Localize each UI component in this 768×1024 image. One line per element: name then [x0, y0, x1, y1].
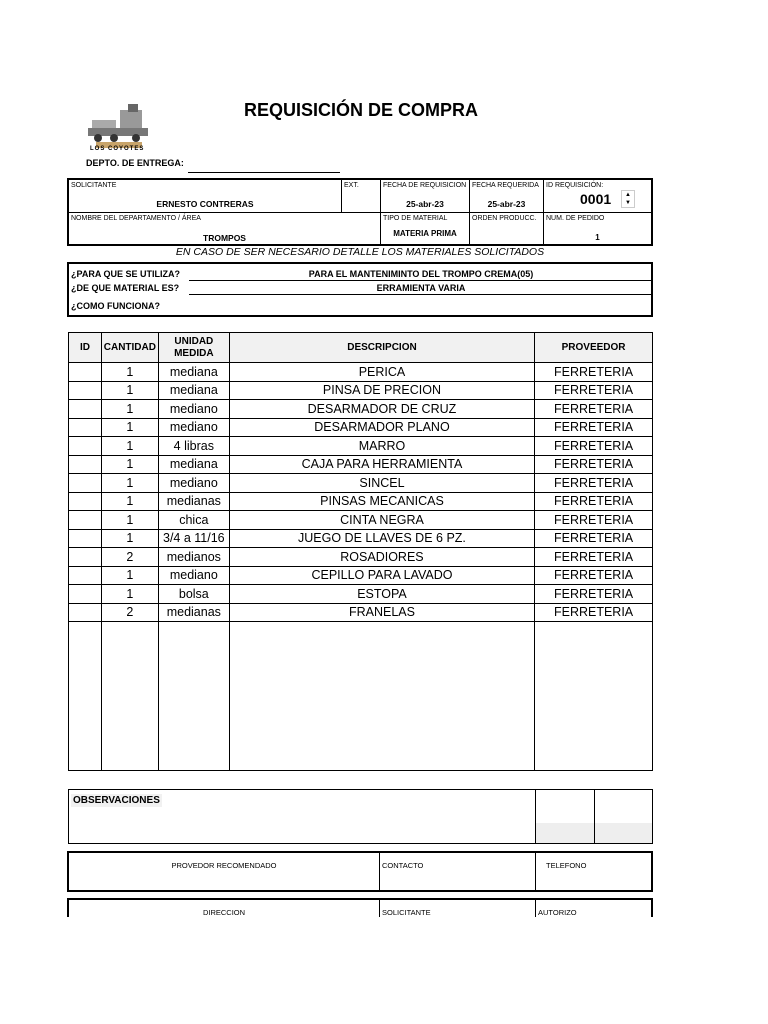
cell-unidad[interactable]: medianos — [158, 548, 229, 567]
cell-id[interactable] — [69, 511, 102, 530]
cell-id[interactable] — [69, 363, 102, 382]
cell-proveedor[interactable]: FERRETERIA — [535, 492, 653, 511]
cell-cantidad[interactable]: 1 — [101, 437, 158, 456]
id-requisicion-cell[interactable] — [544, 180, 651, 213]
spinner-down-icon[interactable]: ▼ — [625, 200, 631, 206]
provider-box — [67, 851, 653, 892]
question-material-label: ¿DE QUE MATERIAL ES? — [71, 283, 180, 293]
table-row[interactable] — [69, 455, 653, 474]
cell-cantidad[interactable]: 1 — [101, 363, 158, 382]
id-spinner[interactable] — [621, 190, 635, 208]
table-row[interactable] — [69, 603, 653, 622]
cell-cantidad[interactable]: 1 — [101, 492, 158, 511]
cell-proveedor[interactable]: FERRETERIA — [535, 548, 653, 567]
cell-descripcion[interactable]: DESARMADOR PLANO — [229, 418, 534, 437]
solicitante-value: ERNESTO CONTRERAS — [156, 199, 254, 209]
autorizo-label: AUTORIZO — [538, 908, 577, 917]
cell-descripcion[interactable]: CINTA NEGRA — [229, 511, 534, 530]
tipo-material-cell[interactable] — [381, 213, 470, 244]
depto-entrega-field[interactable] — [188, 172, 340, 173]
cell-proveedor[interactable]: FERRETERIA — [535, 363, 653, 382]
cell-unidad[interactable]: mediana — [158, 455, 229, 474]
cell-cantidad[interactable]: 1 — [101, 511, 158, 530]
contacto-label: CONTACTO — [382, 861, 424, 870]
page-title: REQUISICIÓN DE COMPRA — [243, 100, 479, 120]
header-proveedor: PROVEEDOR — [535, 333, 653, 363]
orden-produccion-cell[interactable] — [470, 213, 544, 244]
cell-proveedor[interactable]: FERRETERIA — [535, 603, 653, 622]
departamento-cell[interactable] — [69, 213, 381, 244]
cell-proveedor[interactable]: FERRETERIA — [535, 474, 653, 493]
cell-id[interactable] — [69, 474, 102, 493]
fecha-requerida-label: FECHA REQUERIDA — [472, 182, 539, 189]
cell-unidad[interactable]: mediano — [158, 418, 229, 437]
cell-descripcion[interactable]: CAJA PARA HERRAMIENTA — [229, 455, 534, 474]
cell-id[interactable] — [69, 566, 102, 585]
items-table — [68, 332, 653, 771]
requisition-info — [67, 178, 653, 246]
cell-unidad[interactable]: chica — [158, 511, 229, 530]
question-material-answer: ERRAMIENTA VARIA — [376, 283, 466, 293]
spinner-up-icon[interactable]: ▲ — [625, 192, 631, 198]
cell-id[interactable] — [69, 455, 102, 474]
question-uso-label: ¿PARA QUE SE UTILIZA? — [71, 269, 180, 279]
id-requisicion-value: 0001 — [580, 191, 612, 207]
fecha-requisicion-value: 25-abr-23 — [406, 199, 444, 209]
cell-descripcion[interactable]: ESTOPA — [229, 585, 534, 604]
cell-id[interactable] — [69, 437, 102, 456]
cell-descripcion[interactable]: ROSADIORES — [229, 548, 534, 567]
direccion-label: DIRECCION — [202, 908, 246, 917]
observaciones-extra-cell[interactable] — [594, 790, 652, 843]
question-uso-answer: PARA EL MANTENIMINTO DEL TROMPO CREMA(05) — [308, 269, 534, 279]
questions-box — [67, 262, 653, 317]
ext-cell[interactable] — [342, 180, 381, 213]
cell-descripcion[interactable]: JUEGO DE LLAVES DE 6 PZ. — [229, 529, 534, 548]
cell-id[interactable] — [69, 585, 102, 604]
cell-unidad[interactable]: mediana — [158, 363, 229, 382]
cell-descripcion[interactable]: PINSA DE PRECION — [229, 381, 534, 400]
table-row[interactable] — [69, 566, 653, 585]
observaciones-box[interactable] — [68, 789, 653, 844]
contacto-cell[interactable] — [380, 853, 536, 890]
answer-line — [189, 294, 653, 295]
depto-entrega-label: DEPTO. DE ENTREGA: — [86, 158, 184, 168]
cell-unidad[interactable]: mediana — [158, 381, 229, 400]
cell-id[interactable] — [69, 418, 102, 437]
cell-id[interactable] — [69, 529, 102, 548]
num-pedido-cell[interactable] — [544, 213, 651, 244]
id-requisicion-label: ID REQUISICIÓN: — [546, 182, 604, 189]
cell-unidad[interactable]: mediano — [158, 474, 229, 493]
solicitante-signature-label: SOLICITANTE — [382, 908, 431, 917]
empty-cell[interactable] — [535, 622, 653, 771]
header-descripcion: DESCRIPCION — [229, 333, 534, 363]
question-funciona-label: ¿COMO FUNCIONA? — [71, 301, 160, 311]
page-margin — [0, 917, 768, 1024]
header-id: ID — [69, 333, 102, 363]
solicitante-cell[interactable] — [69, 180, 342, 213]
cell-proveedor[interactable]: FERRETERIA — [535, 585, 653, 604]
table-row[interactable] — [69, 418, 653, 437]
fecha-requerida-cell[interactable] — [470, 180, 544, 213]
solicitante-label: SOLICITANTE — [71, 182, 117, 189]
cell-unidad[interactable]: mediano — [158, 566, 229, 585]
cell-proveedor[interactable]: FERRETERIA — [535, 437, 653, 456]
cell-cantidad[interactable]: 1 — [101, 529, 158, 548]
table-row[interactable] — [69, 381, 653, 400]
empty-cell[interactable] — [229, 622, 534, 771]
header-cantidad: CANTIDAD — [101, 333, 158, 363]
table-row[interactable] — [69, 400, 653, 419]
tipo-material-label: TIPO DE MATERIAL — [383, 215, 448, 222]
departamento-label: NOMBRE DEL DEPARTAMENTO / ÁREA — [71, 215, 201, 222]
table-row[interactable] — [69, 363, 653, 382]
cell-descripcion[interactable]: PERICA — [229, 363, 534, 382]
cell-id[interactable] — [69, 603, 102, 622]
cell-unidad[interactable]: bolsa — [158, 585, 229, 604]
proveedor-label: PROVEDOR RECOMENDADO — [171, 861, 277, 870]
proveedor-cell[interactable] — [69, 853, 380, 890]
cell-unidad[interactable]: 4 libras — [158, 437, 229, 456]
table-row[interactable] — [69, 511, 653, 530]
num-pedido-label: NUM. DE PEDIDO — [546, 215, 605, 222]
cell-descripcion[interactable]: DESARMADOR DE CRUZ — [229, 400, 534, 419]
cell-cantidad[interactable]: 1 — [101, 455, 158, 474]
fecha-requerida-value: 25-abr-23 — [487, 199, 526, 209]
header-unidad: UNIDAD MEDIDA — [158, 333, 229, 363]
cell-unidad[interactable]: medianas — [158, 603, 229, 622]
cell-proveedor[interactable]: FERRETERIA — [535, 381, 653, 400]
table-header-row — [69, 333, 653, 363]
table-row[interactable] — [69, 437, 653, 456]
cell-cantidad[interactable]: 1 — [101, 585, 158, 604]
num-pedido-value: 1 — [595, 233, 600, 242]
table-row[interactable] — [69, 529, 653, 548]
telefono-label: TELEFONO — [546, 861, 587, 870]
departamento-value: TROMPOS — [203, 233, 246, 243]
cell-unidad[interactable]: 3/4 a 11/16 — [158, 529, 229, 548]
cell-proveedor[interactable]: FERRETERIA — [535, 529, 653, 548]
cell-proveedor[interactable]: FERRETERIA — [535, 418, 653, 437]
cell-id[interactable] — [69, 381, 102, 400]
cell-id[interactable] — [69, 548, 102, 567]
table-row[interactable] — [69, 474, 653, 493]
empty-cell[interactable] — [158, 622, 229, 771]
logo-text: LOS COYOTES — [90, 146, 145, 152]
empty-cell[interactable] — [101, 622, 158, 771]
fecha-requisicion-cell[interactable] — [381, 180, 470, 213]
cell-descripcion[interactable]: PINSAS MECANICAS — [229, 492, 534, 511]
empty-cell[interactable] — [69, 622, 102, 771]
fecha-requisicion-label: FECHA DE REQUISICION — [383, 182, 467, 189]
empty-rows-area[interactable] — [69, 622, 653, 771]
cell-cantidad[interactable]: 1 — [101, 474, 158, 493]
cell-unidad[interactable]: mediano — [158, 400, 229, 419]
ext-label: EXT. — [344, 182, 359, 189]
cell-descripcion[interactable]: CEPILLO PARA LAVADO — [229, 566, 534, 585]
cell-proveedor[interactable]: FERRETERIA — [535, 400, 653, 419]
cell-proveedor[interactable]: FERRETERIA — [535, 455, 653, 474]
cell-cantidad[interactable]: 1 — [101, 566, 158, 585]
cell-descripcion[interactable]: FRANELAS — [229, 603, 534, 622]
cell-descripcion[interactable]: MARRO — [229, 437, 534, 456]
cell-proveedor[interactable]: FERRETERIA — [535, 566, 653, 585]
instruction-note: EN CASO DE SER NECESARIO DETALLE LOS MATERIALES SOLICITADOS — [175, 246, 545, 258]
cell-cantidad[interactable]: 1 — [101, 400, 158, 419]
cell-unidad[interactable]: medianas — [158, 492, 229, 511]
answer-line — [189, 280, 653, 281]
cell-cantidad[interactable]: 1 — [101, 418, 158, 437]
tipo-material-value: MATERIA PRIMA — [393, 229, 457, 238]
cell-id[interactable] — [69, 492, 102, 511]
orden-produccion-label: ORDEN PRODUCC. — [472, 215, 537, 222]
observaciones-extra-cell[interactable] — [535, 790, 594, 843]
cell-cantidad[interactable]: 2 — [101, 603, 158, 622]
table-row[interactable] — [69, 492, 653, 511]
cell-cantidad[interactable]: 1 — [101, 381, 158, 400]
observaciones-label: OBSERVACIONES — [73, 795, 160, 806]
cell-cantidad[interactable]: 2 — [101, 548, 158, 567]
cell-proveedor[interactable]: FERRETERIA — [535, 511, 653, 530]
cell-descripcion[interactable]: SINCEL — [229, 474, 534, 493]
table-row[interactable] — [69, 548, 653, 567]
telefono-cell[interactable] — [536, 853, 651, 890]
cell-id[interactable] — [69, 400, 102, 419]
table-row[interactable] — [69, 585, 653, 604]
